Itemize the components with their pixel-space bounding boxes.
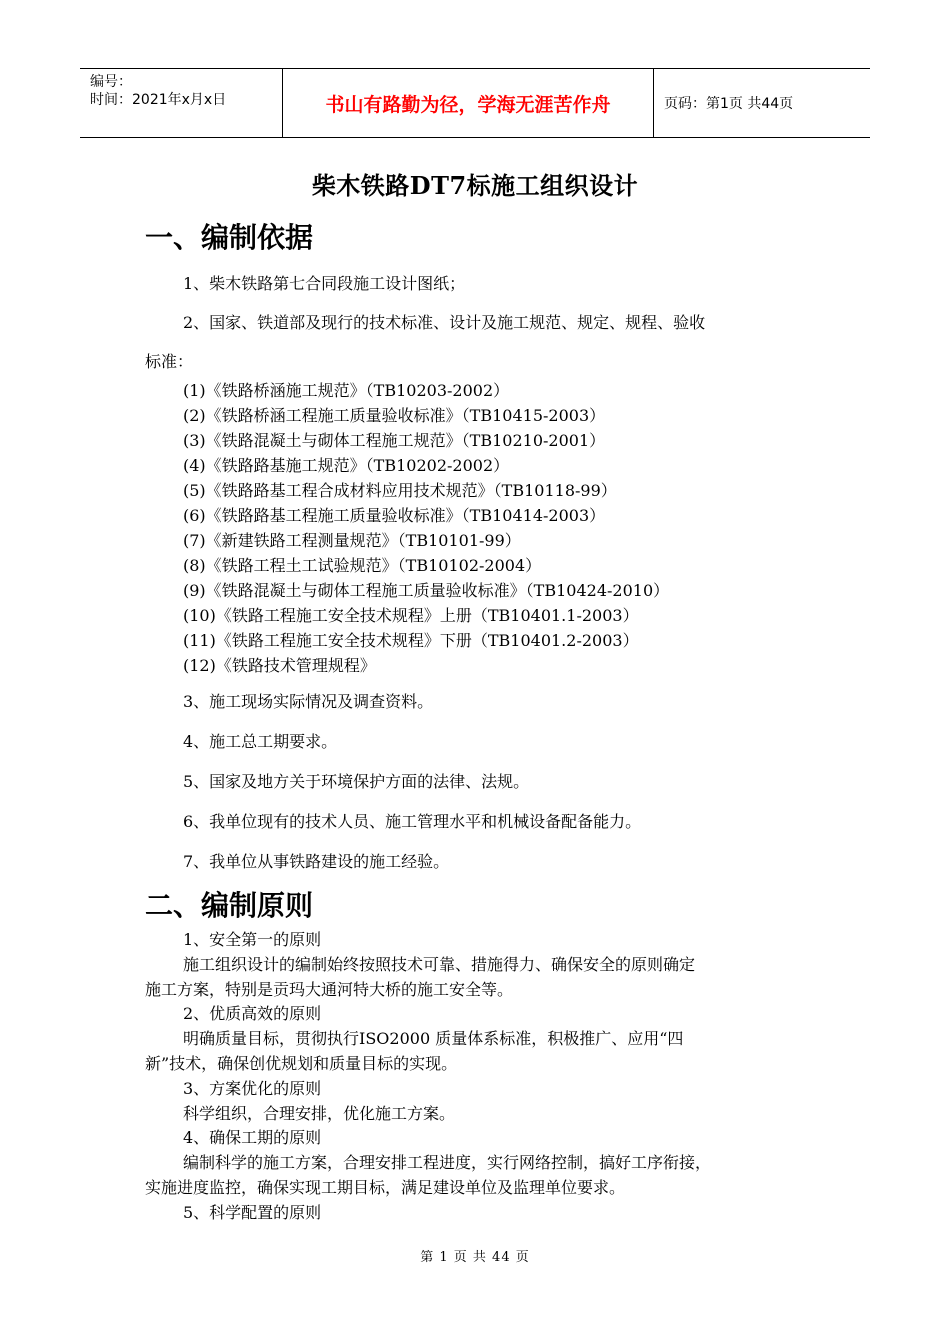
principle-2-text-line-1: 明确质量目标，贯彻执行ISO2000 质量体系标准，积极推广、应用“四 [183,1029,684,1048]
basis-item-1: 1、柴木铁路第七合同段施工设计图纸； [183,274,466,293]
basis-item-4: 4、施工总工期要求。 [183,732,338,751]
principle-5-title: 5、科学配置的原则 [183,1203,322,1222]
section-heading-principles: 二、编制原则 [145,889,314,922]
number-label: 编号： [90,74,132,90]
basis-item-2-line-2: 标准： [145,352,194,371]
principle-4-title: 4、确保工期的原则 [183,1128,322,1147]
standard-item: (6)《铁路路基工程施工质量验收标准》（TB10414-2003） [183,506,606,525]
principle-1-title: 1、安全第一的原则 [183,930,322,949]
standard-item: (2)《铁路桥涵工程施工质量验收标准》（TB10415-2003） [183,406,606,425]
basis-item-2-line-1: 2、国家、铁道部及现行的技术标准、设计及施工规范、规定、规程、验收 [183,313,706,332]
standard-item: (4)《铁路路基施工规范》（TB10202-2002） [183,456,510,475]
principle-2-text-line-2: 新”技术，确保创优规划和质量目标的实现。 [145,1054,458,1073]
header-left-cell [80,69,283,137]
standard-item: (8)《铁路工程土工试验规范》（TB10102-2004） [183,556,542,575]
standard-item: (9)《铁路混凝土与砌体工程施工质量验收标准》（TB10424-2010） [183,581,670,600]
principle-4-text-line-1: 编制科学的施工方案，合理安排工程进度，实行网络控制，搞好工序衔接， [183,1153,712,1172]
standard-item: (11)《铁路工程施工安全技术规程》下册（TB10401.2-2003） [183,631,639,650]
page-header [80,68,870,138]
principle-3-text-line-1: 科学组织，合理安排，优化施工方案。 [183,1104,456,1123]
standard-item: (10)《铁路工程施工安全技术规程》上册（TB10401.1-2003） [183,606,639,625]
principle-2-title: 2、优质高效的原则 [183,1004,322,1023]
section-heading-basis: 一、编制依据 [145,221,314,254]
standard-item: (5)《铁路路基工程合成材料应用技术规范》（TB10118-99） [183,481,617,500]
time-label: 时间：2021年x月x日 [90,92,227,108]
standard-item: (7)《新建铁路工程测量规范》（TB10101-99） [183,531,521,550]
header-motto: 书山有路勤为径，学海无涯苦作舟 [283,69,654,137]
standard-item: (1)《铁路桥涵施工规范》（TB10203-2002） [183,381,510,400]
basis-item-6: 6、我单位现有的技术人员、施工管理水平和机械设备配备能力。 [183,812,642,831]
basis-item-5: 5、国家及地方关于环境保护方面的法律、法规。 [183,772,530,791]
principle-4-text-line-2: 实施进度监控，确保实现工期目标，满足建设单位及监理单位要求。 [145,1178,626,1197]
standard-item: (12)《铁路技术管理规程》 [183,656,376,675]
basis-item-3: 3、施工现场实际情况及调查资料。 [183,692,434,711]
page-footer: 第 1 页 共 44 页 [420,1250,530,1265]
principle-3-title: 3、方案优化的原则 [183,1079,322,1098]
basis-item-7: 7、我单位从事铁路建设的施工经验。 [183,852,450,871]
header-page-info: 页码：第1页 共44页 [664,96,794,112]
document-title: 柴木铁路DT7标施工组织设计 [311,171,639,200]
principle-1-text-line-1: 施工组织设计的编制始终按照技术可靠、措施得力、确保安全的原则确定 [183,955,696,974]
standard-item: (3)《铁路混凝土与砌体工程施工规范》（TB10210-2001） [183,431,606,450]
principle-1-text-line-2: 施工方案，特别是贡玛大通河特大桥的施工安全等。 [145,980,514,999]
